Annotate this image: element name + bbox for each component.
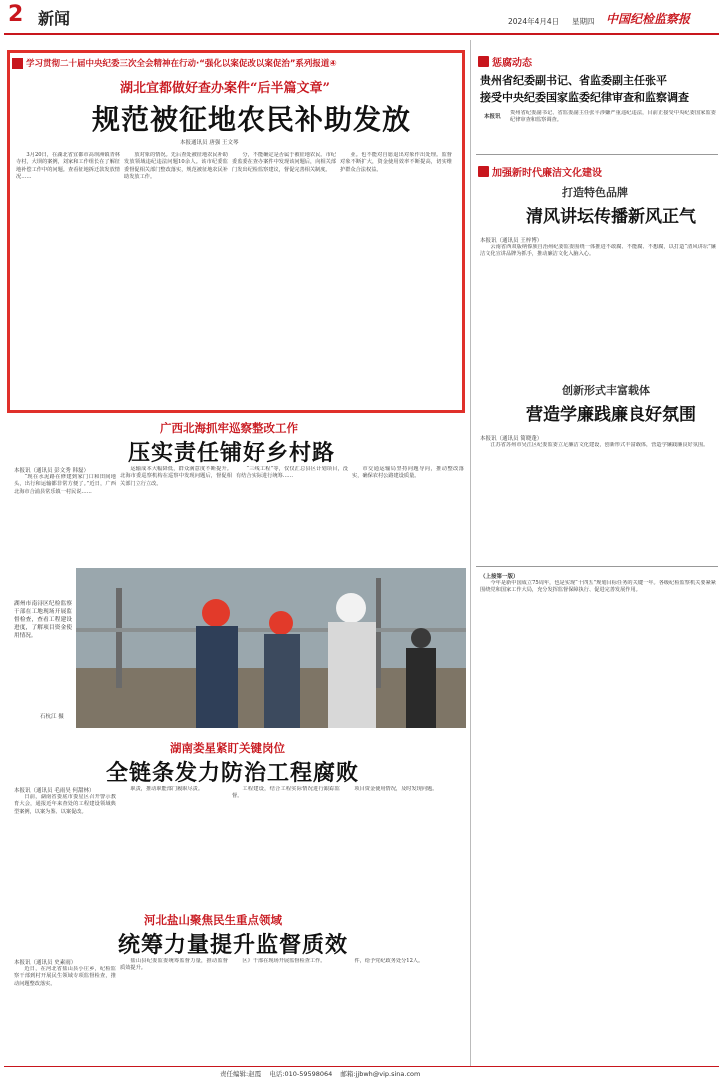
section-clean-culture <box>478 164 602 179</box>
article2-column-3 <box>236 466 348 564</box>
article3-column-4 <box>344 786 464 904</box>
news-photo <box>76 568 466 728</box>
section-icon <box>478 56 489 67</box>
banner-label: 学习贯彻二十届中央纪委三次全会精神在行动 <box>26 59 197 69</box>
right-top-headline-2: 接受中央纪委国家监委纪律审查和监察调查 <box>480 91 689 104</box>
footer <box>220 1069 420 1078</box>
section-label: 惩腐动态 <box>492 58 532 69</box>
lead-column-4 <box>340 152 452 404</box>
article2-column-4 <box>352 466 464 564</box>
photo-credit: 石杭江 摄 <box>40 714 64 720</box>
article4-kicker: 河北盐山聚焦民生重点领域 <box>144 913 282 927</box>
right-mid-byline: 本报讯（通讯员 王梓博） <box>480 238 543 244</box>
article4-column-1 <box>14 966 116 1064</box>
right-mid2-byline: 本报讯（通讯员 简晓蓬） <box>480 436 543 442</box>
article4-column-3 <box>232 958 340 1064</box>
article3-column-2-text: 职责，推动职能部门履职尽责。 <box>130 786 204 792</box>
page-column-divider <box>470 40 471 1066</box>
lead-column-3 <box>232 152 336 404</box>
article3-column-3-text: 工程建设，结合工程实际情况进行跟踪监督。 <box>232 786 340 800</box>
section-name: 新闻 <box>38 9 71 28</box>
lead-column-2 <box>124 152 228 404</box>
lead-column-2-text: 放对象的情况。先后查处被征地农民补助发放领域违纪违法问题10余人。该市纪委监委督促相关部门整改落实，规范被征地农民补助发放工作。 <box>124 152 228 181</box>
paper-logo: 中国纪检监察报 <box>606 12 691 26</box>
banner-subtitle: ·“强化以案促改以案促治”系列报道④ <box>196 59 337 69</box>
lead-kicker: 湖北宜都做好查办案件“后半篇文章” <box>120 81 330 96</box>
article4-headline: 统筹力量提升监督质效 <box>118 932 349 958</box>
article2-kicker: 广西北海抓牢巡察整改工作 <box>160 421 298 435</box>
series-banner <box>12 57 452 69</box>
article3-column-1 <box>14 794 116 904</box>
right-mid-rule <box>476 566 718 567</box>
article2-column-1 <box>14 474 116 564</box>
right-mid2-body-text: 江苏省苏州市吴江区纪委监委立足廉洁文化建设，创新形式丰富载体，营造学廉践廉良好氛围。 <box>490 442 709 448</box>
section-label: 加强新时代廉洁文化建设 <box>492 168 602 179</box>
lead-column-1-text: 3月20日，在湖北省宜都市高坝洲镇青林寺村，大坝的案例，刘家和工作组长在了解征地补偿工作中的问题。查看征地拆迁款发放情况…… <box>16 152 120 181</box>
article3-column-3 <box>232 786 340 904</box>
article4-column-2-text: 盐山县纪委监委统筹监督力量，推动监督质效提升。 <box>120 958 228 972</box>
right-mid-headline: 清风讲坛传播新风正气 <box>526 207 696 227</box>
lead-column-3-text: 分，不能确定是否属于被征地农民。市纪委监委在查办案件中发现该问题后，向相关部门发出纪检监察建议，督促完善相关制度。 <box>232 152 336 173</box>
right-mid-body-text: 云南省西双版纳傣族自治州纪委监委围绕一体推进不敢腐、不能腐、不想腐，以打造“清风讲坛”廉洁文化宣讲品牌为抓手，推动廉洁文化入脑入心。 <box>480 244 716 258</box>
footer-email: 邮箱:jjbwh@vip.sina.com <box>340 1070 421 1078</box>
section-anti-corruption <box>478 54 532 69</box>
lead-headline: 规范被征地农民补助发放 <box>92 103 412 136</box>
right-top-body-text: 贵州省纪委副书记、省监委副主任张平涉嫌严重违纪违法，目前正接受中央纪委国家监委纪律审查和监察调查。 <box>510 110 716 124</box>
lead-column-4-text: 业。也不能对自愿退出对象作出处理。监督对象不断扩大，资金使用效率不断提高，切实维护群众合法权益。 <box>340 152 452 173</box>
right-bottom-body-text: 今年是新中国成立75周年，也是实现“十四五”规划目标任务的关键一年。各级纪检监察机关要紧紧围绕党和国家工作大局，充分发挥监督保障执行、促进完善发展作用。 <box>480 580 716 594</box>
article4-byline: 本报讯（通讯员 史素雨） <box>14 960 77 966</box>
right-bottom-body <box>480 580 716 1062</box>
footer-phone: 电话:010-59598064 <box>269 1070 333 1078</box>
article4-column-4-text: 件，给予党纪政务处分12人。 <box>354 958 424 964</box>
right-top-rule <box>476 154 718 155</box>
article4-column-1-text: 近日，在河北省盐山县小庄乡，纪检监察干部到村开展民生领域专项监督检查，推动问题整改落实。 <box>14 966 116 987</box>
right-top-headline-1: 贵州省纪委副书记、省监委副主任张平 <box>480 74 667 87</box>
article3-column-4-text: 项目资金使用情况，及时发现问题。 <box>354 786 438 792</box>
issue-date: 2024年4月4日 <box>508 17 560 26</box>
issue-weekday: 星期四 <box>572 17 595 26</box>
article3-column-1-text: 日前，湖南省娄底市娄星区召开警示教育大会，通报近年来查处的工程建设领域典型案例，以案为鉴、以案促改。 <box>14 794 116 815</box>
article3-kicker: 湖南娄星紧盯关键岗位 <box>170 741 285 755</box>
banner-icon <box>12 58 23 69</box>
right-mid-body <box>480 244 716 356</box>
footer-editor: 责任编辑:赵霞 <box>220 1070 262 1078</box>
article4-column-3-text: 区》干部在现场开展监督检查工作。 <box>242 958 326 964</box>
article2-byline: 本报讯（通讯员 彭文秀 韩磊） <box>14 468 89 474</box>
photo-scene <box>76 568 466 728</box>
article2-headline: 压实责任铺好乡村路 <box>128 440 336 466</box>
masthead <box>0 0 723 34</box>
article2-column-4-text: 市交通运输局坚持问题导向，推动整改落实，确保农村公路建设质量。 <box>352 466 464 480</box>
article2-column-1-text: “现在水泥路在修建到家门口和田间地头，出行和运输都非常方便了。”近日，广西北海市合浦县常乐镇一村民说…… <box>14 474 116 495</box>
right-mid-kicker: 打造特色品牌 <box>562 186 628 199</box>
page-number: 2 <box>8 2 24 27</box>
article2-column-2-text: 运输成本大幅降低，群众满意度不断提升。北海市委巡察机构在巡察中发现问题后，督促相关部门立行立改。 <box>120 466 232 487</box>
masthead-rule <box>4 33 719 35</box>
right-top-byline: 本报讯 <box>484 114 501 120</box>
article3-byline: 本报讯（通讯员 毛雨昊 何甜林） <box>14 788 95 794</box>
footer-rule <box>4 1066 719 1067</box>
right-top-body <box>510 110 716 140</box>
lead-column-1 <box>16 152 120 404</box>
photo-caption <box>14 600 72 706</box>
article2-column-3-text: “三线工程”等，仅仅汇总县区计划项目，没有结合实际进行统筹…… <box>236 466 348 480</box>
article4-column-4 <box>344 958 464 1064</box>
lead-byline: 本报通讯员 唐强 王文琴 <box>180 140 239 146</box>
article4-column-2 <box>120 958 228 1064</box>
article2-column-2 <box>120 466 232 564</box>
section-icon <box>478 166 489 177</box>
article3-headline: 全链条发力防治工程腐败 <box>106 760 360 786</box>
right-mid2-body <box>480 442 716 560</box>
right-mid2-headline: 营造学廉践廉良好氛围 <box>526 405 696 425</box>
continued-label: （上接第一版） <box>480 574 519 580</box>
article3-column-2 <box>120 786 228 904</box>
photo-caption-text: 湖州市南浔区纪检监察干部在工地现场开展监督检查，查看工程建设进度，了解项目资金使用情况。 <box>14 601 72 639</box>
right-mid2-kicker: 创新形式丰富载体 <box>562 384 650 397</box>
